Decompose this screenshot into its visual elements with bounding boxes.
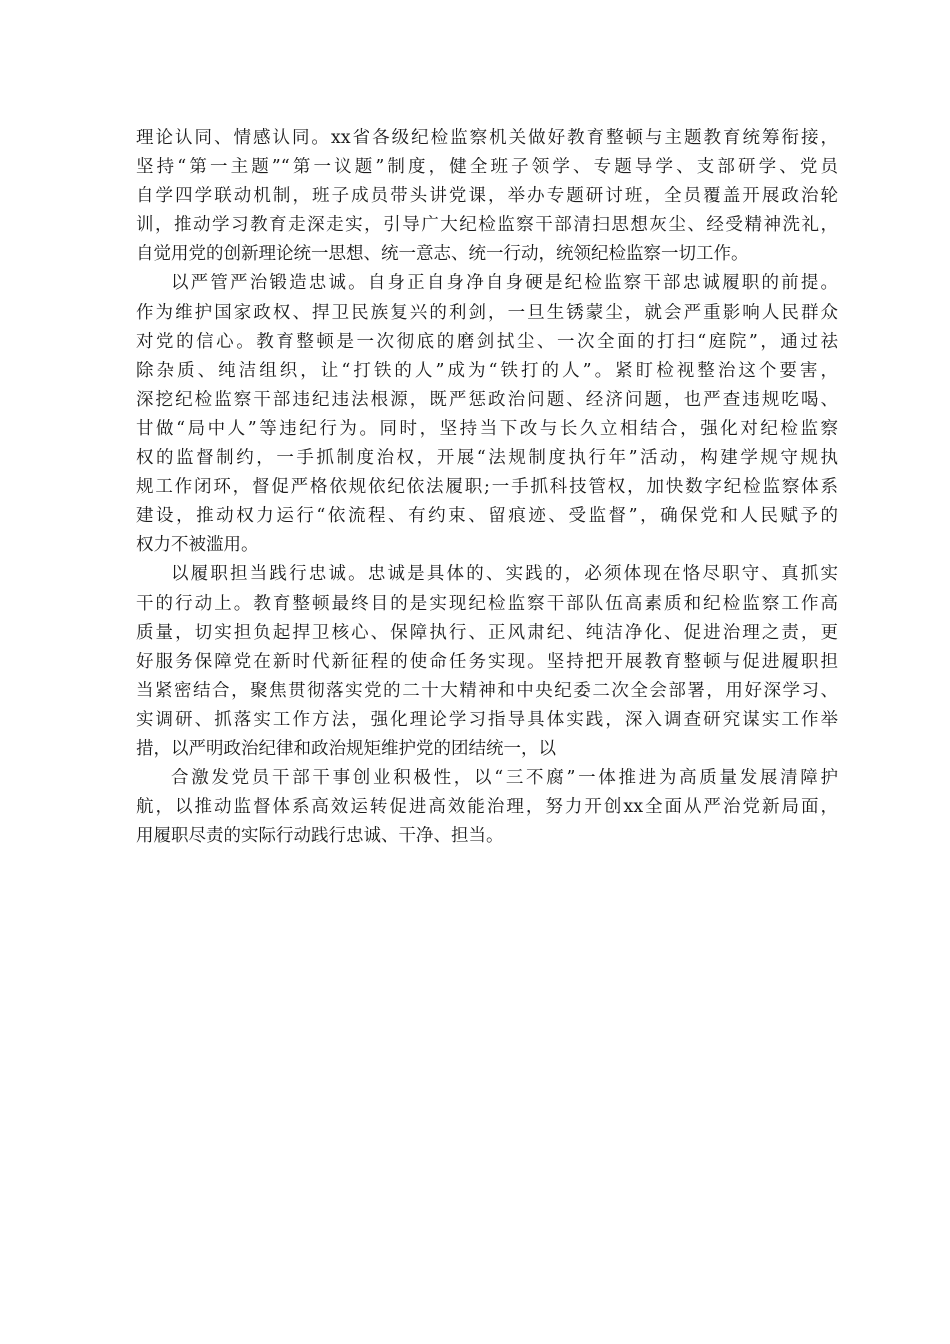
- paragraph-3: [136, 560, 838, 764]
- paragraph-line: 实调研、抓落实工作方法，强化理论学习指导具体实践，深入调查研究谋实工作举: [136, 709, 838, 730]
- document-body: [136, 124, 838, 851]
- paragraph-1: [136, 124, 838, 269]
- paragraph-line: 自觉用党的创新理论统一思想、统一意志、统一行动，统领纪检监察一切工作。: [136, 244, 749, 265]
- paragraph-line: 权的监督制约，一手抓制度治权，开展“法规制度执行年”活动，构建学规守规执: [136, 448, 838, 469]
- paragraph-line: 干的行动上。教育整顿最终目的是实现纪检监察干部队伍高素质和纪检监察工作高: [136, 593, 838, 614]
- paragraph-line: 理论认同、情感认同。xx省各级纪检监察机关做好教育整顿与主题教育统筹衔接，: [136, 128, 838, 148]
- paragraph-2: [136, 269, 838, 560]
- paragraph-line: 合激发党员干部干事创业积极性，以“三不腐”一体推进为高质量发展清障护: [171, 768, 838, 789]
- paragraph-4: [136, 764, 838, 851]
- paragraph-line: 航，以推动监督体系高效运转促进高效能治理，努力开创xx全面从严治党新局面，: [136, 797, 838, 818]
- paragraph-line: 甘做“局中人”等违纪行为。同时，坚持当下改与长久立相结合，强化对纪检监察: [136, 418, 838, 439]
- paragraph-line: 深挖纪检监察干部违纪违法根源，既严惩政治问题、经济问题，也严查违规吃喝、: [136, 389, 838, 410]
- paragraph-line: 规工作闭环，督促严格依规依纪依法履职;一手抓科技管权，加快数字纪检监察体系: [136, 477, 838, 498]
- paragraph-line: 以严管严治锻造忠诚。自身正自身净自身硬是纪检监察干部忠诚履职的前提。: [171, 273, 838, 294]
- paragraph-line: 用履职尽责的实际行动践行忠诚、干净、担当。: [136, 826, 504, 847]
- paragraph-line: 质量，切实担负起捍卫核心、保障执行、正风肃纪、纯洁净化、促进治理之责，更: [136, 622, 838, 643]
- paragraph-line: 对党的信心。教育整顿是一次彻底的磨剑拭尘、一次全面的打扫“庭院”，通过祛: [136, 331, 838, 352]
- paragraph-line: 措，以严明政治纪律和政治规矩维护党的团结统一，以: [136, 738, 556, 759]
- paragraph-line: 作为维护国家政权、捍卫民族复兴的利剑，一旦生锈蒙尘，就会严重影响人民群众: [136, 302, 838, 323]
- paragraph-line: 自学四学联动机制，班子成员带头讲党课，举办专题研讨班，全员覆盖开展政治轮: [136, 186, 838, 207]
- paragraph-line: 除杂质、纯洁组织，让“打铁的人”成为“铁打的人”。紧盯检视整治这个要害，: [136, 360, 838, 381]
- paragraph-line: 训，推动学习教育走深走实，引导广大纪检监察干部清扫思想灰尘、经受精神洗礼，: [136, 215, 838, 236]
- paragraph-line: 建设，推动权力运行“依流程、有约束、留痕迹、受监督”，确保党和人民赋予的: [136, 506, 838, 527]
- paragraph-line: 坚持“第一主题”“第一议题”制度，健全班子领学、专题导学、支部研学、党员: [136, 157, 838, 178]
- paragraph-line: 好服务保障党在新时代新征程的使命任务实现。坚持把开展教育整顿与促进履职担: [136, 651, 838, 672]
- paragraph-line: 以履职担当践行忠诚。忠诚是具体的、实践的，必须体现在恪尽职守、真抓实: [171, 564, 838, 585]
- paragraph-line: 权力不被滥用。: [136, 535, 259, 556]
- paragraph-line: 当紧密结合，聚焦贯彻落实党的二十大精神和中央纪委二次全会部署，用好深学习、: [136, 680, 838, 701]
